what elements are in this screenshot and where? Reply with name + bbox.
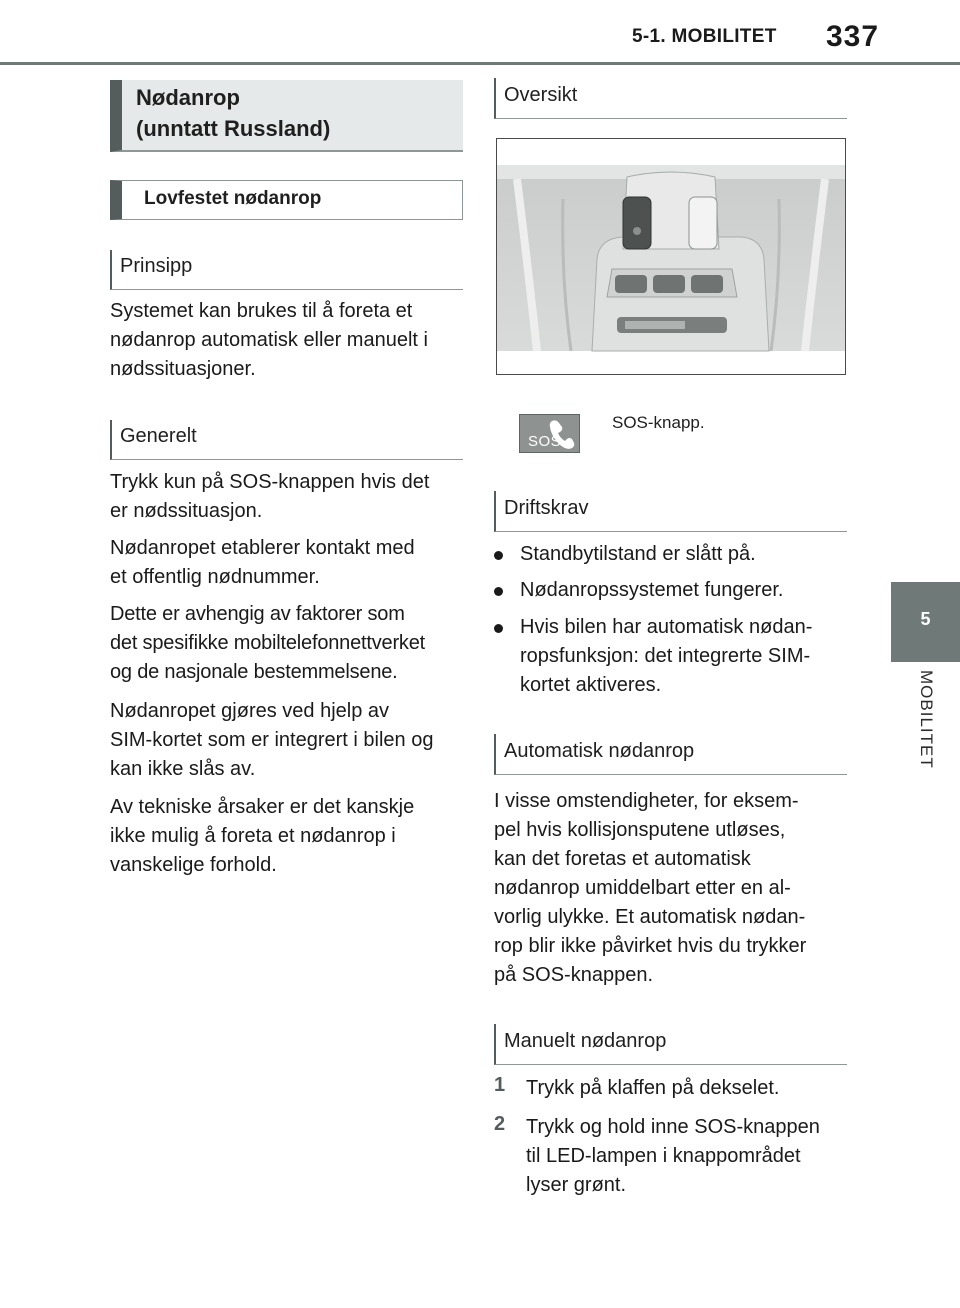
list-item-text: Nødanropssystemet fungerer. — [520, 579, 784, 601]
sub-heading — [110, 180, 463, 220]
chapter-tab-label — [891, 670, 960, 820]
text-line: kan ikke slås av. — [110, 758, 256, 780]
generelt-paragraph-5 — [110, 793, 470, 880]
text-line: Nødanropet etablerer kontakt med — [110, 537, 415, 559]
text-line: Dette er avhengig av faktorer som — [110, 603, 405, 625]
text-line: Av tekniske årsaker er det kanskje — [110, 796, 415, 818]
text-line: nødssituasjoner. — [110, 358, 256, 380]
prinsipp-heading-text: Prinsipp — [120, 255, 193, 277]
list-item — [494, 540, 854, 570]
sos-button-icon — [519, 414, 580, 453]
text-line: vanskelige forhold. — [110, 854, 277, 876]
text-line: Hvis bilen har automatisk nødan- — [520, 616, 813, 638]
text-line: til LED-lampen i knappområdet — [526, 1145, 801, 1167]
section-title: 5-1. MOBILITET — [632, 26, 777, 47]
driftskrav-heading — [494, 491, 847, 532]
step-item — [494, 1113, 854, 1203]
text-line: kortet aktiveres. — [520, 674, 662, 696]
text-line: Nødanropet gjøres ved hjelp av — [110, 700, 390, 722]
text-line: Trykk og hold inne SOS-knappen — [526, 1116, 820, 1138]
step-text — [526, 1113, 846, 1200]
text-line: SIM-kortet som er integrert i bilen og — [110, 729, 434, 751]
bullet-icon — [494, 587, 503, 596]
step-item — [494, 1074, 854, 1104]
generelt-paragraph-1 — [110, 468, 470, 526]
oversikt-heading-text: Oversikt — [504, 84, 578, 106]
generelt-heading — [110, 420, 463, 460]
sos-caption: SOS-knapp. — [612, 413, 705, 432]
main-heading-line2: (unntatt Russland) — [136, 116, 331, 141]
main-heading-line1: Nødanrop — [136, 85, 240, 110]
bullet-icon — [494, 551, 503, 560]
text-line: er nødssituasjon. — [110, 500, 263, 522]
generelt-paragraph-3 — [110, 600, 470, 687]
text-line: vorlig ulykke. Et automatisk nødan- — [494, 906, 806, 928]
text-line: Systemet kan brukes til å foreta et — [110, 300, 413, 322]
step-number: 2 — [494, 1113, 506, 1135]
automatisk-heading-text: Automatisk nødanrop — [504, 740, 695, 762]
list-item — [494, 613, 854, 703]
driftskrav-heading-text: Driftskrav — [504, 497, 589, 519]
manuelt-heading-text: Manuelt nødanrop — [504, 1030, 667, 1052]
text-line: ropsfunksjon: det integrerte SIM- — [520, 645, 811, 667]
generelt-heading-text: Generelt — [120, 425, 197, 447]
sub-heading-text: Lovfestet nødanrop — [144, 188, 322, 209]
text-line: ikke mulig å foreta et nødanrop i — [110, 825, 396, 847]
chapter-tab-label-text: MOBILITET — [916, 670, 936, 769]
generelt-paragraph-4 — [110, 697, 470, 784]
step-text: Trykk på klaffen på dekselet. — [526, 1077, 780, 1099]
text-line: pel hvis kollisjonsputene utløses, — [494, 819, 786, 841]
prinsipp-paragraph — [110, 297, 470, 384]
page-number: 337 — [826, 20, 880, 53]
oversikt-heading — [494, 78, 847, 119]
list-item — [494, 576, 854, 606]
text-line: og de nasjonale bestemmelsene. — [110, 661, 398, 683]
text-line: på SOS-knappen. — [494, 964, 653, 986]
automatisk-paragraph — [494, 787, 854, 990]
sos-icon-label: SOS — [528, 433, 562, 450]
text-line: I visse omstendigheter, for eksem- — [494, 790, 799, 812]
text-line: nødanrop umiddelbart etter en al- — [494, 877, 791, 899]
header-divider — [0, 62, 960, 65]
list-item-text — [520, 613, 840, 700]
bullet-icon — [494, 624, 503, 633]
list-item-text: Standbytilstand er slått på. — [520, 543, 756, 565]
step-number: 1 — [494, 1074, 506, 1096]
text-line: et offentlig nødnummer. — [110, 566, 320, 588]
chapter-tab-number: 5 — [891, 582, 960, 662]
overhead-console-figure — [496, 138, 846, 375]
automatisk-heading — [494, 734, 847, 775]
text-line: Trykk kun på SOS-knappen hvis det — [110, 471, 430, 493]
manuelt-heading — [494, 1024, 847, 1065]
text-line: lyser grønt. — [526, 1174, 627, 1196]
main-heading — [110, 80, 463, 152]
text-line: kan det foretas et automatisk — [494, 848, 751, 870]
text-line: nødanrop automatisk eller manuelt i — [110, 329, 428, 351]
generelt-paragraph-2 — [110, 534, 470, 592]
overhead-console-illustration — [497, 139, 845, 374]
text-line: rop blir ikke påvirket hvis du trykker — [494, 935, 807, 957]
prinsipp-heading — [110, 250, 463, 290]
text-line: det spesifikke mobiltelefonnettverket — [110, 632, 425, 654]
